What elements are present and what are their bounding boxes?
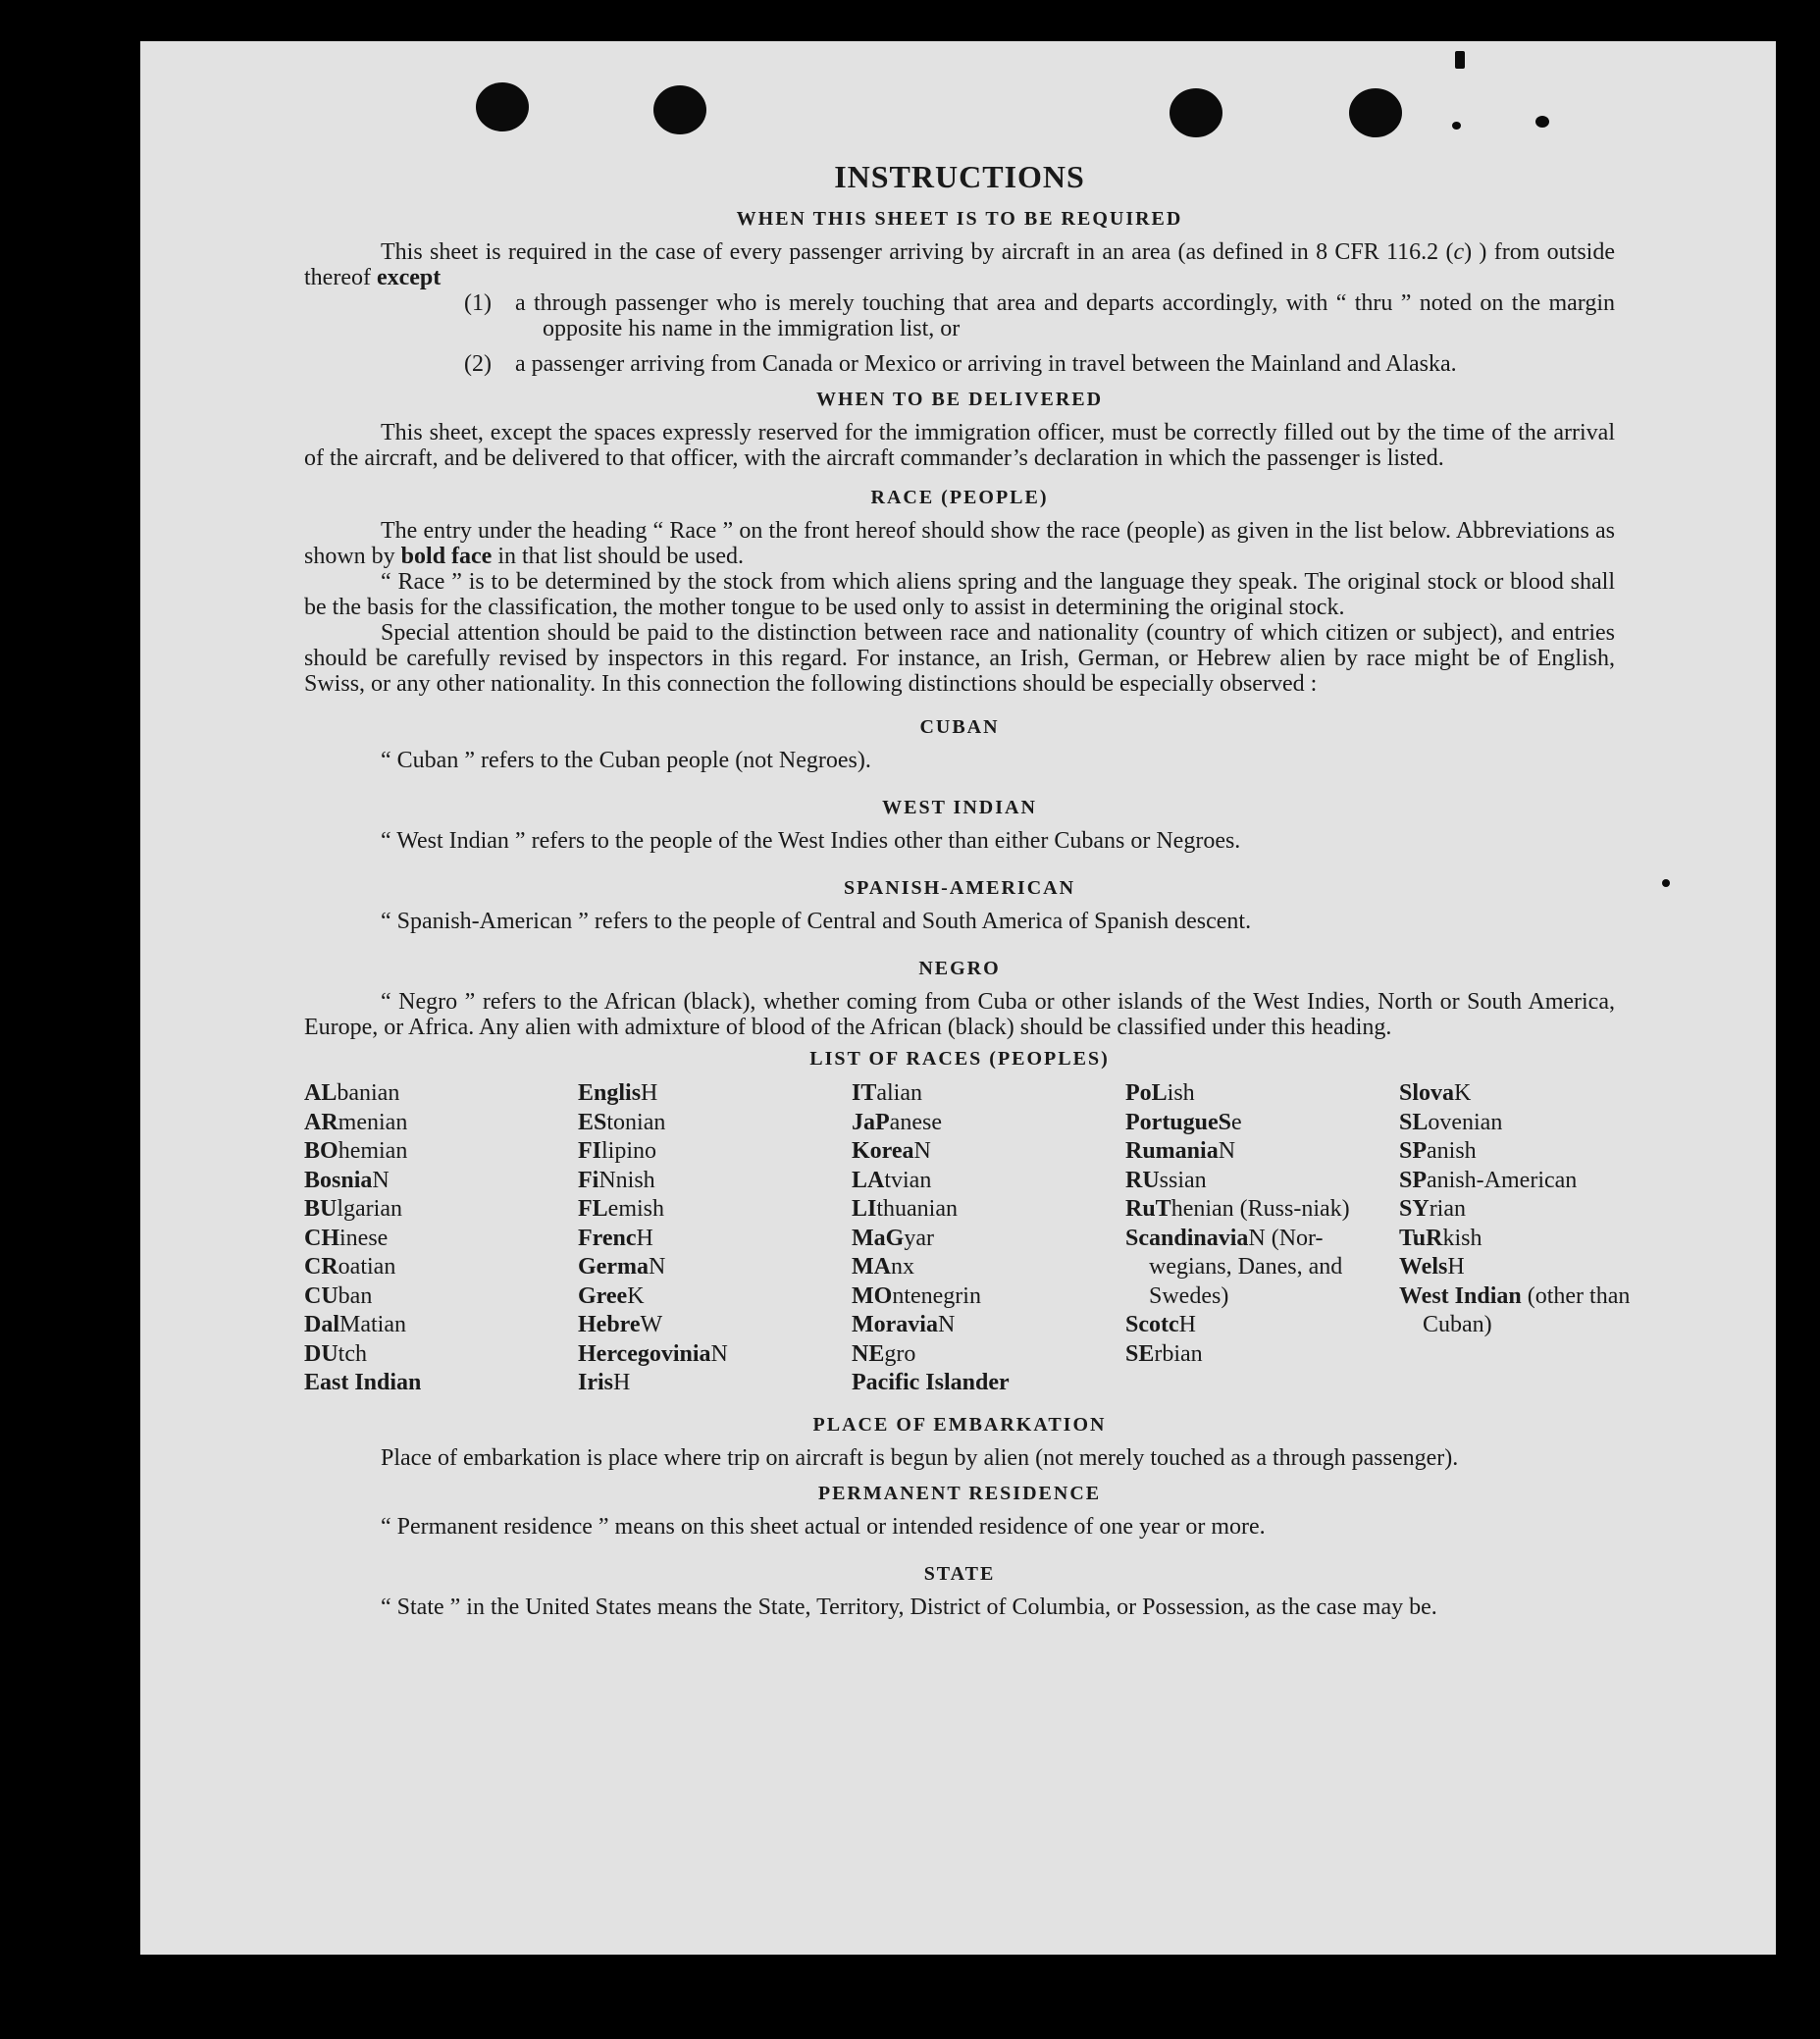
race-entry: ALbanian [304,1080,400,1106]
numbered-item: (1) a through passenger who is merely touching that area and departs accordingly, with “ thru ” noted on the margin opposite his name in the immigration list, or [464,290,1615,341]
paragraph: The entry under the heading “ Race ” on the front hereof should show the race (people) as given in the list below. Abbreviations as shown by bold face in that list should be used. [304,518,1615,569]
paragraph: This sheet, except the spaces expressly reserved for the immigration officer, must be correctly filled out by the time of the arrival of the aircraft, and be delivered to that officer, with the aircraft commander’s declaration in which the passenger is listed. [304,420,1615,471]
race-entry: SYrian [1399,1196,1466,1222]
race-entry: LIthuanian [852,1196,958,1222]
race-entry: BUlgarian [304,1196,402,1222]
race-column [304,1079,578,1398]
race-entry: GreeK [578,1282,645,1309]
race-entry: FrencH [578,1225,653,1251]
race-entry: FiNnish [578,1167,655,1193]
race-column [1399,1079,1673,1398]
heading-embarkation: PLACE OF EMBARKATION [812,1413,1107,1436]
heading-when-required: WHEN THIS SHEET IS TO BE REQUIRED [736,208,1183,230]
race-entry: HebreW [578,1312,663,1337]
race-entry: LAtvian [852,1167,932,1193]
paragraph: Place of embarkation is place where trip on aircraft is begun by alien (not merely touched as a through passenger). [381,1444,1459,1471]
paragraph: “ Spanish-American ” refers to the people of Central and South America of Spanish descent. [381,909,1252,934]
speck [1535,116,1549,128]
punch-hole [476,82,529,131]
race-entry: JaPanese [852,1109,942,1135]
race-entry: East Indian [304,1370,422,1395]
race-entry: EStonian [578,1109,666,1135]
race-entry: PoLish [1125,1080,1195,1106]
instructions-content [304,157,1631,1620]
paragraph: “ West Indian ” refers to the people of the West Indies other than either Cubans or Negroes. [381,828,1241,854]
race-entry: HercegoviniaN [578,1340,728,1367]
race-entry: TuRkish [1399,1225,1482,1251]
race-entry: FIlipino [578,1138,657,1164]
race-column [1125,1079,1399,1398]
race-entry: KoreaN [852,1138,931,1164]
race-entry: EnglisH [578,1080,658,1106]
race-entry: PortugueSe [1125,1109,1242,1135]
race-entry: MAnx [852,1254,914,1280]
speck [1452,122,1461,130]
heading-negro: NEGRO [918,958,1001,979]
speck [1662,879,1670,887]
race-entry: BosniaN [304,1167,390,1193]
heading-race: RACE (PEOPLE) [870,487,1049,508]
race-entry: SPanish-American [1399,1167,1578,1193]
race-entry: West Indian (other than Cuban) [1399,1282,1631,1337]
race-entry: CRoatian [304,1254,396,1280]
race-entry: SPanish [1399,1138,1477,1164]
race-entry: Pacific Islander [852,1370,1010,1395]
race-entry: RUssian [1125,1167,1207,1193]
paragraph: This sheet is required in the case of every passenger arriving by aircraft in an area (as defined in 8 CFR 116.2 (c) ) from outside thereof except [304,239,1615,290]
punch-hole [1170,88,1222,137]
paragraph: Special attention should be paid to the distinction between race and nationality (country of which citizen or subject), and entries should be carefully revised by inspectors in this regard. For instance, an Irish, German, or Hebrew alien by race might be of English, Swiss, or any other nationality. In this connection the following distinctions should be especially observed : [304,620,1615,697]
race-entry: WelsH [1399,1254,1465,1280]
race-entry: CUban [304,1282,373,1309]
race-list [304,1079,1631,1398]
heading-west-indian: WEST INDIAN [882,797,1037,818]
race-entry: CHinese [304,1225,389,1251]
heading-cuban: CUBAN [919,716,1000,738]
race-entry: DUtch [304,1340,367,1367]
race-entry: ARmenian [304,1109,408,1135]
race-entry: SLovenian [1399,1109,1503,1135]
paragraph: “ Race ” is to be determined by the stock from which aliens spring and the language they speak. The original stock or blood shall be the basis for the classification, the mother tongue to be used only to assist in determining the original stock. [304,569,1615,620]
race-entry: GermaN [578,1254,666,1280]
race-entry: DalMatian [304,1312,406,1337]
race-entry: MOntenegrin [852,1282,981,1309]
race-entry: RuThenian (Russ-niak) [1125,1196,1350,1222]
heading-list-of-races: LIST OF RACES (PEOPLES) [809,1048,1110,1070]
race-entry: RumaniaN [1125,1138,1236,1164]
punch-hole [1349,88,1402,137]
paragraph: “ Permanent residence ” means on this sheet actual or intended residence of one year or more. [381,1513,1266,1540]
race-entry: SErbian [1125,1340,1203,1367]
punch-hole [653,85,706,134]
numbered-item: (2) a passenger arriving from Canada or Mexico or arriving in travel between the Mainland and Alaska. [464,351,1457,377]
heading-when-delivered: WHEN TO BE DELIVERED [815,389,1104,410]
speck [1455,51,1465,69]
race-entry: IrisH [578,1370,631,1395]
page-title: INSTRUCTIONS [834,159,1085,194]
race-entry: SlovaK [1399,1080,1472,1106]
paragraph: “ Cuban ” refers to the Cuban people (not Negroes). [381,748,871,773]
race-entry: ScotcH [1125,1312,1196,1337]
race-column [852,1079,1125,1398]
race-column [578,1079,852,1398]
race-entry: FLemish [578,1196,664,1222]
heading-permanent-residence: PERMANENT RESIDENCE [817,1482,1102,1504]
heading-state: STATE [923,1562,996,1585]
race-entry: MoraviaN [852,1312,956,1337]
race-entry: MaGyar [852,1225,934,1251]
paragraph: “ Negro ” refers to the African (black), whether coming from Cuba or other islands of the West Indies, North or South America, Europe, or Africa. Any alien with admixture of blood of the African (black) should be classified under this heading. [304,989,1615,1040]
race-entry: ITalian [852,1080,922,1106]
document-sheet [140,41,1776,1955]
race-entry: BOhemian [304,1138,408,1164]
heading-spanish-american: SPANISH-AMERICAN [843,877,1076,899]
race-entry: NEgro [852,1340,916,1367]
race-entry: ScandinaviaN (Nor-wegians, Danes, and Swedes) [1125,1225,1343,1309]
paragraph: “ State ” in the United States means the State, Territory, District of Columbia, or Possession, as the case may be. [381,1594,1437,1620]
